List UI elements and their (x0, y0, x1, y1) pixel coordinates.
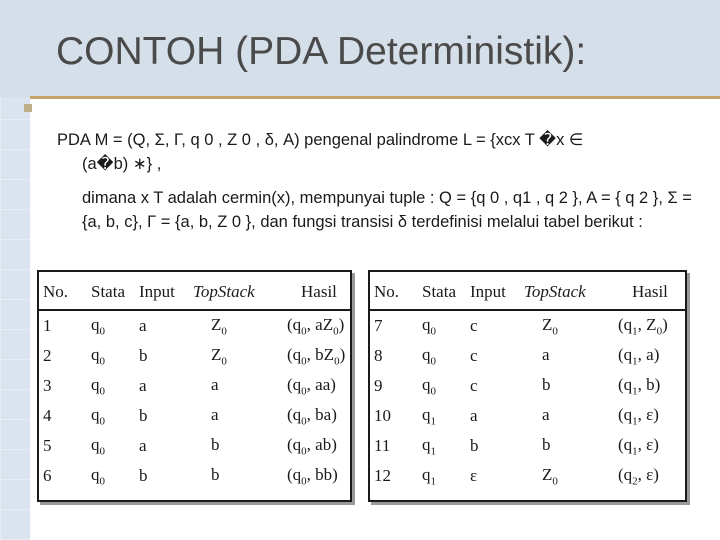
table-row (39, 310, 350, 341)
title-divider (30, 96, 720, 99)
cell-no: 1 (43, 316, 52, 335)
cell-result: ($q_1$, a) (618, 344, 660, 368)
col-header-result: Hasil (283, 272, 350, 310)
bullet-square-icon (24, 104, 32, 112)
cell-result: ($q_0$, bb) (287, 464, 338, 488)
table-row (39, 461, 350, 491)
cell-no: 12 (374, 466, 391, 485)
cell-state: $q_0$ (422, 374, 436, 398)
cell-result: ($q_1$, ε) (618, 404, 659, 428)
col-header-topstack: TopStack (520, 272, 614, 310)
col-header-result: Hasil (614, 272, 685, 310)
paragraph-definition-line2: (a�b) ∗} , (82, 155, 162, 173)
cell-no: 8 (374, 346, 383, 365)
cell-topstack: a (542, 404, 550, 424)
cell-result: ($q_2$, ε) (618, 464, 659, 488)
cell-result: ($q_1$, $Z_0$) (618, 314, 668, 338)
cell-topstack: b (542, 434, 551, 454)
cell-no: 4 (43, 406, 52, 425)
cell-state: $q_0$ (422, 314, 436, 338)
cell-no: 5 (43, 436, 52, 455)
cell-state: $q_0$ (91, 344, 105, 368)
cell-result: ($q_0$, ba) (287, 404, 337, 428)
cell-input: c (470, 346, 478, 365)
cell-state: $q_1$ (422, 404, 436, 428)
table-row (370, 341, 685, 371)
cell-input: a (139, 376, 147, 395)
slide-title: CONTOH (PDA Deterministik): (56, 30, 587, 73)
paragraph-tuple: dimana x T adalah cermin(x), mempunyai tuple : Q = {q 0 , q1 , q 2 }, A = { q 2 }, Σ = {a, b, c}, Γ = {a, b, Z 0 }, dan fungsi transisi δ terdefinisi melalui tabel berikut : (82, 189, 692, 231)
cell-no: 9 (374, 376, 383, 395)
cell-topstack: a (211, 404, 219, 424)
cell-no: 6 (43, 466, 52, 485)
paragraph-definition (57, 128, 693, 176)
cell-no: 7 (374, 316, 383, 335)
cell-state: $q_1$ (422, 464, 436, 488)
table-row (39, 371, 350, 401)
cell-topstack: $Z_0$ (211, 314, 227, 338)
transition-table-left (37, 270, 352, 502)
cell-state: $q_1$ (422, 434, 436, 458)
cell-input: c (470, 316, 478, 335)
cell-no: 11 (374, 436, 391, 455)
cell-result: ($q_0$, $aZ_0$) (287, 314, 345, 338)
cell-state: $q_0$ (91, 314, 105, 338)
cell-topstack: $Z_0$ (542, 464, 558, 488)
paragraph-definition-line1: PDA M = (Q, Σ, Γ, q 0 , Z 0 , δ, A) pengenal palindrome L = {xcx T �x ∈ (57, 131, 584, 149)
cell-state: $q_0$ (91, 434, 105, 458)
cell-no: 2 (43, 346, 52, 365)
col-header-input: Input (135, 272, 189, 310)
col-header-no: No. (39, 272, 87, 310)
table-row (370, 371, 685, 401)
table-row (39, 401, 350, 431)
cell-input: a (139, 316, 147, 335)
cell-state: $q_0$ (91, 374, 105, 398)
cell-input: b (139, 406, 148, 425)
cell-result: ($q_1$, b) (618, 374, 661, 398)
cell-result: ($q_0$, ab) (287, 434, 337, 458)
table-row (39, 341, 350, 371)
cell-result: ($q_1$, ε) (618, 434, 659, 458)
cell-topstack: b (211, 464, 220, 484)
cell-topstack: a (211, 374, 219, 394)
col-header-no: No. (370, 272, 418, 310)
cell-topstack: b (542, 374, 551, 394)
cell-result: ($q_0$, aa) (287, 374, 336, 398)
table-row (370, 431, 685, 461)
col-header-input: Input (466, 272, 520, 310)
cell-input: a (139, 436, 147, 455)
col-header-topstack: TopStack (189, 272, 283, 310)
cell-result: ($q_0$, $bZ_0$) (287, 344, 346, 368)
table-row (370, 461, 685, 491)
table-header-row (39, 272, 350, 310)
cell-input: c (470, 376, 478, 395)
cell-state: $q_0$ (422, 344, 436, 368)
cell-topstack: a (542, 344, 550, 364)
col-header-state: Stata (87, 272, 135, 310)
cell-no: 10 (374, 406, 391, 425)
table-row (370, 310, 685, 341)
transition-table-right (368, 270, 687, 502)
cell-no: 3 (43, 376, 52, 395)
cell-input: b (139, 346, 148, 365)
cell-topstack: $Z_0$ (542, 314, 558, 338)
cell-input: b (139, 466, 148, 485)
cell-input: b (470, 436, 479, 455)
table-row (39, 431, 350, 461)
cell-topstack: b (211, 434, 220, 454)
cell-input: a (470, 406, 478, 425)
cell-state: $q_0$ (91, 464, 105, 488)
cell-topstack: $Z_0$ (211, 344, 227, 368)
slide-body (57, 128, 693, 234)
cell-input: ε (470, 466, 478, 485)
table-row (370, 401, 685, 431)
cell-state: $q_0$ (91, 404, 105, 428)
col-header-state: Stata (418, 272, 466, 310)
table-header-row (370, 272, 685, 310)
